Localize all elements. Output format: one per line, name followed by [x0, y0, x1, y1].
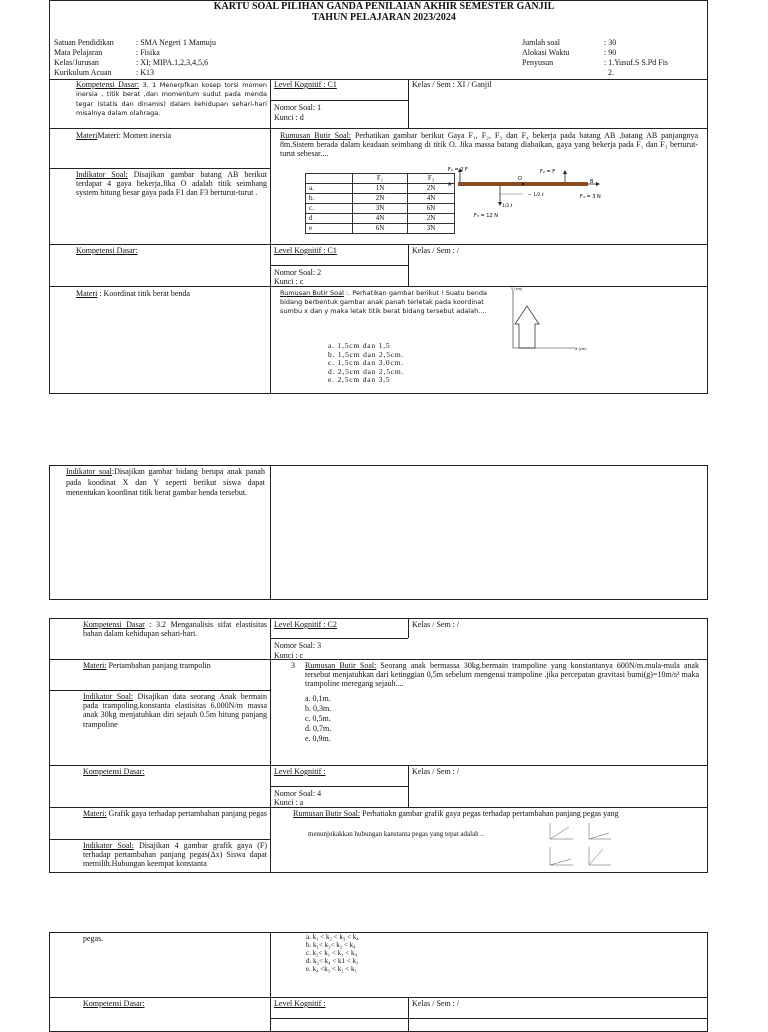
q5-level-kognitif: Level Kognitif : — [274, 999, 326, 1008]
svg-text:F₃ = 12 N: F₃ = 12 N — [474, 213, 498, 219]
svg-text:F₄ = 3 N: F₄ = 3 N — [580, 194, 601, 200]
q3-choice-b: b. 0,3m. — [305, 704, 332, 713]
q1-level-kognitif: Level Kognitif : C1 — [274, 80, 337, 89]
card-title: KARTU SOAL PILIHAN GANDA PENILAIAN AKHIR SEMESTER GANJIL — [213, 1, 555, 12]
q2-arrow-figure — [505, 286, 590, 356]
q4-choices — [303, 932, 443, 974]
svg-text:F₂ = F: F₂ = F — [540, 169, 556, 175]
card-subtitle: TAHUN PELAJARAN 2023/2024 — [312, 12, 456, 23]
q2-choice-a: a. 1,5cm dan 1,5 — [328, 341, 391, 350]
q4-choice-b: b. k₁< k₃< k₂ < k₄ — [306, 941, 356, 949]
q2-kunci: Kunci : c — [274, 277, 304, 286]
svg-text:1/2 ℓ: 1/2 ℓ — [502, 204, 513, 209]
q1-nomor-soal: Nomor Soal: 1 — [274, 103, 322, 112]
q1-kelas-sem: Kelas / Sem : XI / Ganjil — [412, 80, 492, 89]
q3-kompetensi-dasar: Kompetensi Dasar : 3.2 Menganalisis sifat elastisitas bahan dalam kehidupan sehari-hari. — [83, 620, 267, 639]
svg-text:B: B — [590, 179, 594, 185]
q2-kompetensi-dasar: Kompetensi Dasar: — [76, 246, 138, 255]
q3-kunci: Kunci : c — [274, 651, 304, 660]
q2-kelas-sem: Kelas / Sem : / — [412, 246, 460, 255]
q4-kompetensi-dasar: Kompetensi Dasar: — [83, 767, 145, 776]
q4-materi: Materi: Grafik gaya terhadap pertambahan panjang pegas — [83, 809, 267, 818]
q3-choice-a: a. 0,1m. — [305, 694, 331, 703]
q1-answer-table: F₁ F₃ a. 1N 2N b. 2N 4N c. 3N 6N d 4N 2N e 6N 3N — [305, 173, 455, 234]
svg-text:A: A — [448, 182, 452, 188]
q3-choices — [302, 693, 422, 745]
q4-rumusan-cont: menunjukakkan hubungan kanstanta pegas yang tepat adalah .. — [308, 830, 484, 838]
q2-level-kognitif: Level Kognitif : C1 — [274, 246, 337, 255]
q4-graph-figure — [545, 819, 615, 873]
q1-rumusan: Rumusan Butir Soal: Perhatikan gambar berikut Gaya F₁, F₂, F₃ dan F₄ bekerja pada batang AB ,batang AB panjangnya 8m.Sistem berada dalam keadaan seimbang di titik O. Jika massa batang diabaikan, gaya yang bekerja pada F₁ dan F₃ berturut-turut sebesar.... — [280, 131, 699, 159]
q3-level-kognitif: Level Kognitif : C2 — [274, 620, 337, 629]
q3-choice-c: c. 0,5m. — [305, 714, 331, 723]
q1-materi: MateriMateri: Momen inersia — [76, 131, 172, 140]
q1-kunci: Kunci : d — [274, 113, 304, 122]
q4-kelas-sem: Kelas / Sem : / — [412, 767, 460, 776]
q1-indikator: Indikator Soal: Disajikan gambar batang AB berikut terdapat 4 gaya bekerja.Jika O adalah titik seimbang system hitung besar gaya pada F1 dan F3 berturut-turut . — [76, 170, 267, 198]
q2-choice-d: d. 2,5cm dan 2,5cm. — [328, 366, 405, 376]
svg-text:F₁ = 2 F: F₁ = 2 F — [448, 167, 468, 173]
q4-kunci: Kunci : a — [274, 798, 304, 807]
q5-kompetensi-dasar: Kompetensi Dasar: — [83, 999, 145, 1008]
q4-nomor-soal: Nomor Soal: 4 — [274, 789, 322, 798]
q4-rumusan: Rumusan Butir Soal: Perhatiakn gambar grafik gaya pegas terhadap pertambahan panjang pegas yang — [293, 809, 619, 818]
q1-beam-figure — [440, 164, 610, 222]
q4-level-kognitif: Level Kognitif : — [274, 767, 326, 776]
q2-rumusan: Rumusan Butir Soal :. Perhatikan gambar berikut ! Suatu benda bidang berbentuk gambar anak panah terletak pada koordinat sumbu x dan y maka letak titik berat bidang tersebut adalah.... — [280, 289, 488, 315]
q3-rumusan: Rumusan Butir Soal: Seorang anak bermassa 30kg.bermain trampoline yang konstantanya 600N/m.mula-mula anak tersebut menjatuhkan dari ketinggian 0,5m sebelum mengenai trampoline .jika percepatan gravitasi bumi(g)=10m/s² maka trampoline meregang sejauh.... — [305, 661, 699, 689]
q3-kelas-sem: Kelas / Sem : / — [412, 620, 460, 629]
q3-indikator: Indikator Soal: Disajikan data seorang Anak bermain pada trampoling.konstanta elastisitas 6.000N/m massa anak 30kg menjatuhkan diri sejauh 0.5m hitung panjang trampoline — [83, 692, 267, 729]
q4-choice-c: c. k₂< k₁ < k₃ < k₄ — [306, 949, 357, 957]
svg-text:X (cm): X (cm) — [575, 347, 587, 351]
q3-number: 3 — [291, 661, 295, 670]
q3-nomor-soal: Nomor Soal: 3 — [274, 641, 322, 650]
q2-choice-b: b. 1,5cm dan 2,5cm. — [328, 349, 405, 359]
q2-choice-c: c. 1,5cm dan 3,0cm. — [328, 358, 404, 367]
q4-indikator-cont: pegas. — [83, 934, 104, 943]
q4-choice-a: a. k₁ < k₂ < k₃ < k₄ — [306, 933, 359, 941]
q4-choice-e: e. k₄ <k₃ < k₂ < k₁ — [306, 965, 357, 973]
q3-choice-e: e. 0,9m. — [305, 734, 331, 743]
q3-choice-d: d. 0,7m. — [305, 724, 332, 733]
svg-text:− 1/2 ℓ: − 1/2 ℓ — [528, 193, 544, 198]
q2-materi: Materi : Koordinat titik berat benda — [76, 289, 190, 298]
q4-indikator: Indikator Soal: Disajikan 4 gambar grafik gaya (F) terhadap pertambahan panjang pegas(Δx) Siswa dapat memilih.Hubungan keempat konstanta — [83, 841, 267, 869]
q1-kompetensi-dasar: Kompetensi Dasar: 3. 1 Menerpfkan kosep torsi momen inersia , titik berat ,dan momentum sudut pada menda tegar (statis dan dinamis) dalam kehidupan sehari-hari misalnya dalam olahraga. — [76, 80, 267, 118]
q2-choice-e: e. 2,5cm dan 3,5 — [328, 375, 391, 384]
q2-choices — [325, 341, 505, 386]
svg-text:Y (cm): Y (cm) — [511, 287, 523, 291]
q3-materi: Materi: Pertambahan panjang trampolin — [83, 661, 211, 670]
q2-indikator: Indikator soal:Disajikan gambar bidang berupa anak panah pada koodinat X dan Y seperti berikut siswa dapat menentukan koordinat titik berat gambar benda tersebut. — [66, 467, 265, 497]
q5-kelas-sem: Kelas / Sem : / — [412, 999, 460, 1008]
q2-nomor-soal: Nomor Soal: 2 — [274, 268, 322, 277]
svg-text:O: O — [518, 176, 522, 182]
q4-choice-d: d. k₂< k₄ < k1 < k₃ — [306, 957, 359, 965]
